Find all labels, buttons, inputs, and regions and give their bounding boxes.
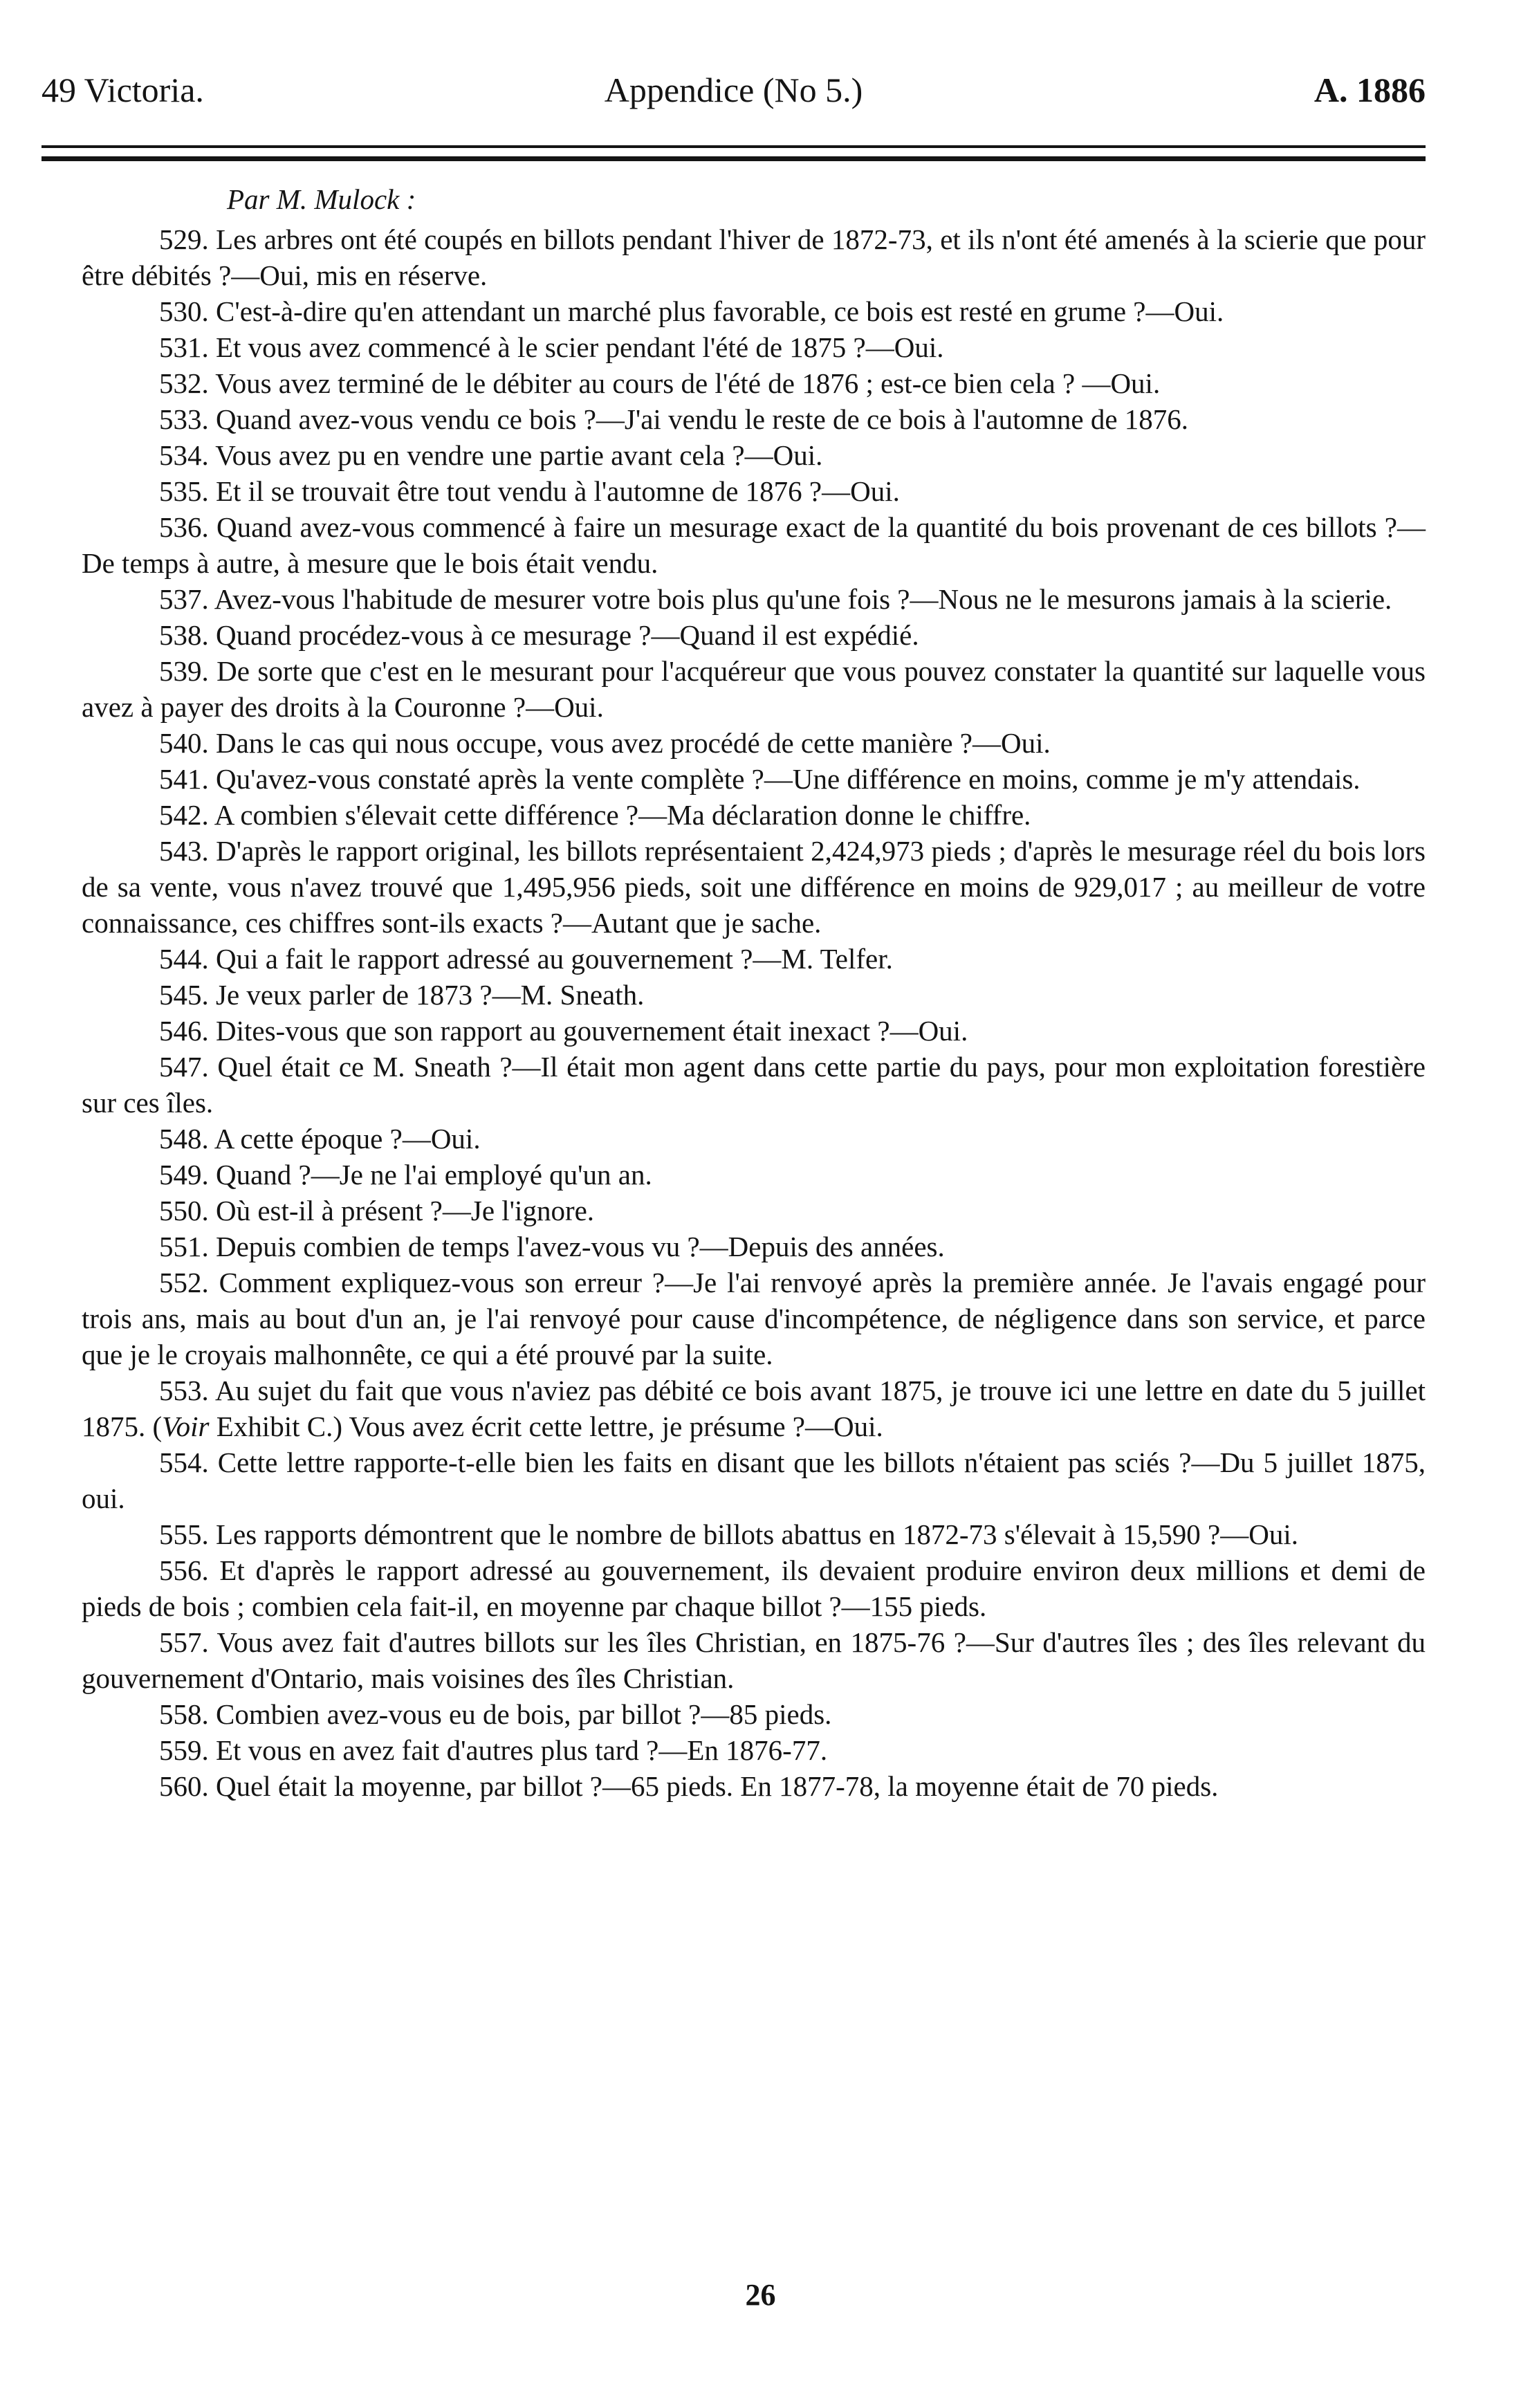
speaker-heading: Par M. Mulock : xyxy=(227,183,416,215)
question-534: 534. Vous avez pu en vendre une partie avant cela ?—Oui. xyxy=(159,439,823,471)
running-header xyxy=(42,66,1426,114)
question-537: 537. Avez-vous l'habitude de mesurer votre bois plus qu'une fois ?—Nous ne le mesurons jamais à la scierie. xyxy=(159,583,1392,615)
question-533: 533. Quand avez-vous vendu ce bois ?—J'ai vendu le reste de ce bois à l'automne de 1876. xyxy=(159,403,1189,435)
header-rule-thin xyxy=(42,145,1426,148)
question-545: 545. Je veux parler de 1873 ?—M. Sneath. xyxy=(159,979,645,1011)
question-552: 552. Comment expliquez-vous son erreur ?—Je l'ai renvoyé après la première année. Je l'avais engagé pour trois ans, mais au bout d'un an, je l'ai renvoyé pour cause d'incompétence, de négligence dans son service, et parce que je le croyais malhonnête, ce qui a été prouvé par la suite. xyxy=(82,1267,1426,1370)
question-555: 555. Les rapports démontrent que le nombre de billots abattus en 1872-73 s'élevait à 15,590 ?—Oui. xyxy=(159,1518,1299,1550)
question-554: 554. Cette lettre rapporte-t-elle bien les faits en disant que les billots n'étaient pas sciés ?—Du 5 juillet 1875, oui. xyxy=(82,1446,1426,1514)
question-530: 530. C'est-à-dire qu'en attendant un marché plus favorable, ce bois est resté en grume ?—Oui. xyxy=(159,295,1224,327)
question-532: 532. Vous avez terminé de le débiter au cours de l'été de 1876 ; est-ce bien cela ? —Oui. xyxy=(159,367,1161,399)
question-540: 540. Dans le cas qui nous occupe, vous avez procédé de cette manière ?—Oui. xyxy=(159,727,1051,759)
header-year: A. 1886 xyxy=(1313,71,1426,109)
question-536: 536. Quand avez-vous commencé à faire un mesurage exact de la quantité du bois provenant de ces billots ?—De temps à autre, à mesure que le bois était vendu. xyxy=(82,511,1426,579)
page-number: 26 xyxy=(745,2278,776,2312)
question-546: 546. Dites-vous que son rapport au gouvernement était inexact ?—Oui. xyxy=(159,1015,968,1047)
question-550: 550. Où est-il à présent ?—Je l'ignore. xyxy=(159,1195,595,1226)
question-538: 538. Quand procédez-vous à ce mesurage ?—Quand il est expédié. xyxy=(159,619,919,651)
question-556: 556. Et d'après le rapport adressé au gouvernement, ils devaient produire environ deux millions et demi de pieds de bois ; combien cela fait-il, en moyenne par chaque billot ?—155 pieds. xyxy=(82,1554,1426,1622)
question-560: 560. Quel était la moyenne, par billot ?—65 pieds. En 1877-78, la moyenne était de 70 pieds. xyxy=(159,1770,1219,1802)
question-553: 553. Au sujet du fait que vous n'aviez pas débité ce bois avant 1875, je trouve ici une lettre en date du 5 juillet 1875. (Voir Exhibit C.) Vous avez écrit cette lettre, je présume ?—Oui. xyxy=(82,1375,1426,1442)
question-547: 547. Quel était ce M. Sneath ?—Il était mon agent dans cette partie du pays, pour mon exploitation forestière sur ces îles. xyxy=(82,1051,1426,1119)
question-543: 543. D'après le rapport original, les billots représentaient 2,424,973 pieds ; d'après le mesurage réel du bois lors de sa vente, vous n'avez trouvé que 1,495,956 pieds, soit une différence en moins de 929,017 ; au meilleur de votre connaissance, ces chiffres sont-ils exacts ?—Autant que je sache. xyxy=(82,835,1426,939)
question-551: 551. Depuis combien de temps l'avez-vous vu ?—Depuis des années. xyxy=(159,1231,945,1262)
question-539: 539. De sorte que c'est en le mesurant pour l'acquéreur que vous pouvez constater la quantité sur laquelle vous avez à payer des droits à la Couronne ?—Oui. xyxy=(82,655,1426,723)
question-535: 535. Et il se trouvait être tout vendu à l'automne de 1876 ?—Oui. xyxy=(159,475,900,507)
testimony-body xyxy=(82,181,1426,1804)
question-544: 544. Qui a fait le rapport adressé au gouvernement ?—M. Telfer. xyxy=(159,943,893,975)
header-session: 49 Victoria. xyxy=(42,71,204,109)
question-557: 557. Vous avez fait d'autres billots sur les îles Christian, en 1875-76 ?—Sur d'autres îles ; des îles relevant du gouvernement d'Ontario, mais voisines des îles Christian. xyxy=(82,1626,1426,1694)
question-542: 542. A combien s'élevait cette différence ?—Ma déclaration donne le chiffre. xyxy=(159,799,1031,831)
question-548: 548. A cette époque ?—Oui. xyxy=(159,1123,481,1155)
question-549: 549. Quand ?—Je ne l'ai employé qu'un an. xyxy=(159,1159,652,1191)
question-558: 558. Combien avez-vous eu de bois, par billot ?—85 pieds. xyxy=(159,1698,832,1730)
see-reference: Voir xyxy=(162,1410,210,1442)
question-559: 559. Et vous en avez fait d'autres plus tard ?—En 1876-77. xyxy=(159,1734,828,1766)
header-appendix: Appendice (No 5.) xyxy=(604,71,863,109)
question-529: 529. Les arbres ont été coupés en billots pendant l'hiver de 1872-73, et ils n'ont été amenés à la scierie que pour être débités ?—Oui, mis en réserve. xyxy=(82,223,1426,291)
header-rule-thick xyxy=(42,156,1426,161)
question-541: 541. Qu'avez-vous constaté après la vente complète ?—Une différence en moins, comme je m'y attendais. xyxy=(159,763,1361,795)
question-531: 531. Et vous avez commencé à le scier pendant l'été de 1875 ?—Oui. xyxy=(159,331,944,363)
